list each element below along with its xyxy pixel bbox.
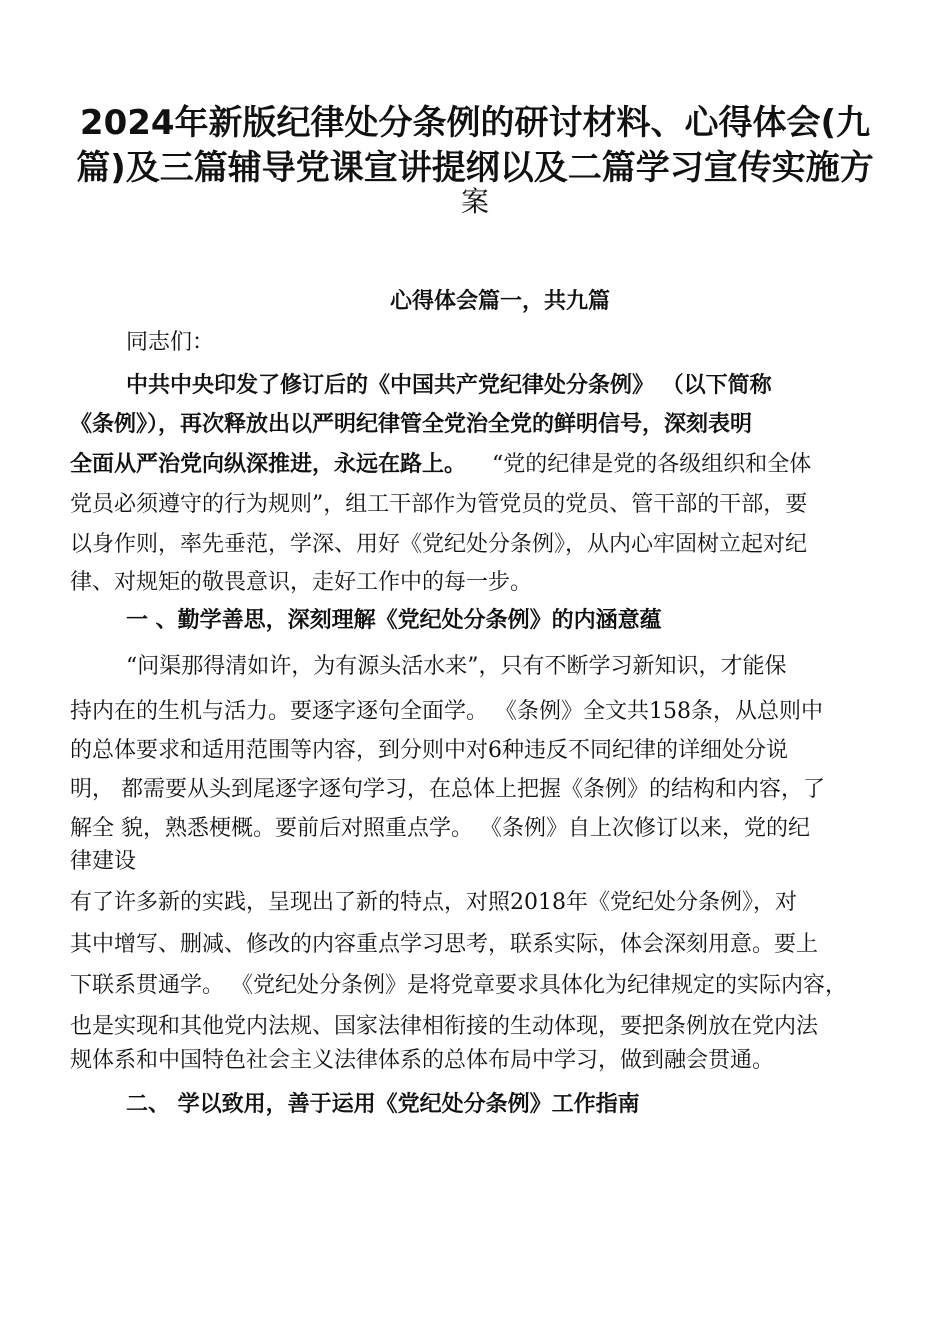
heading-2: 二、 学以致用，善于运用《党纪处分条例》工作指南 xyxy=(126,1092,640,1117)
paragraph-2-line-6: 律建设 xyxy=(70,849,137,874)
paragraph-2-line-9: 下联系贯通学。 《党纪处分条例》是将党章要求具体化为纪律规定的实际内容， xyxy=(70,973,847,998)
paragraph-2-line-10: 也是实现和其他党内法规、国家法律相衔接的生动体现，要把条例放在党内法 xyxy=(70,1014,819,1039)
paragraph-2-line-4: 明， 都需要从头到尾逐字逐句学习，在总体上把握《条例》的结构和内容，了 xyxy=(70,777,825,802)
paragraph-1-line-5: 以身作则，率先垂范，学深、用好《党纪处分条例》，从内心牢固树立起对纪 xyxy=(70,532,808,557)
paragraph-2-line-7: 有了许多新的实践，呈现出了新的特点，对照2018年《党纪处分条例》，对 xyxy=(70,890,797,915)
greeting: 同志们： xyxy=(126,330,215,355)
paragraph-1-bold-line-1: 中共中央印发了修订后的《中国共产党纪律处分条例》 （以下简称 xyxy=(126,373,772,398)
paragraph-2-line-2: 持内在的生机与活力。要逐字逐句全面学。 《条例》全文共158条，从总则中 xyxy=(70,699,823,724)
paragraph-1-line-6: 律、对规矩的敬畏意识，走好工作中的每一步。 xyxy=(70,570,533,595)
paragraph-2-line-5: 解全 貌，熟悉梗概。要前后对照重点学。 《条例》自上次修订以来，党的纪 xyxy=(70,816,810,841)
document-title-line-1: 2024年新版纪律处分条例的研讨材料、心得体会(九 xyxy=(79,103,871,143)
paragraph-2-line-1: “问渠那得清如许，为有源头活水来”，只有不断学习新知识，才能保 xyxy=(126,654,787,679)
section-subtitle: 心得体会篇一，共九篇 xyxy=(389,289,610,314)
paragraph-2-line-3: 的总体要求和适用范围等内容，到分则中对6种违反不同纪律的详细处分说 xyxy=(70,738,788,763)
document-title-line-2: 篇)及三篇辅导党课宣讲提纲以及二篇学习宣传实施方 xyxy=(76,148,874,188)
document-title-line-3: 案 xyxy=(460,185,489,218)
paragraph-1-line-3 xyxy=(70,450,811,480)
paragraph-1-bold-line-3: 全面从严治党向纵深推进，永远在路上。 xyxy=(70,452,467,477)
paragraph-1-line-4: 党员必须遵守的行为规则”，组工干部作为管党员的党员、管干部的干部，要 xyxy=(70,492,808,517)
paragraph-2-line-11: 规体系和中国特色社会主义法律体系的总体布局中学习，做到融会贯通。 xyxy=(70,1048,775,1073)
heading-1: 一 、勤学善思，深刻理解《党纪处分条例》的内涵意蕴 xyxy=(126,608,662,633)
paragraph-2-line-8: 其中增写、删减、修改的内容重点学习思考，联系实际，体会深刻用意。要上 xyxy=(70,932,819,957)
paragraph-1-bold-line-2: 《条例》），再次释放出以严明纪律管全党治全党的鲜明信号，深刻表明 xyxy=(70,412,753,437)
paragraph-1-rest: “党的纪律是党的各级组织和全体 xyxy=(492,452,812,477)
